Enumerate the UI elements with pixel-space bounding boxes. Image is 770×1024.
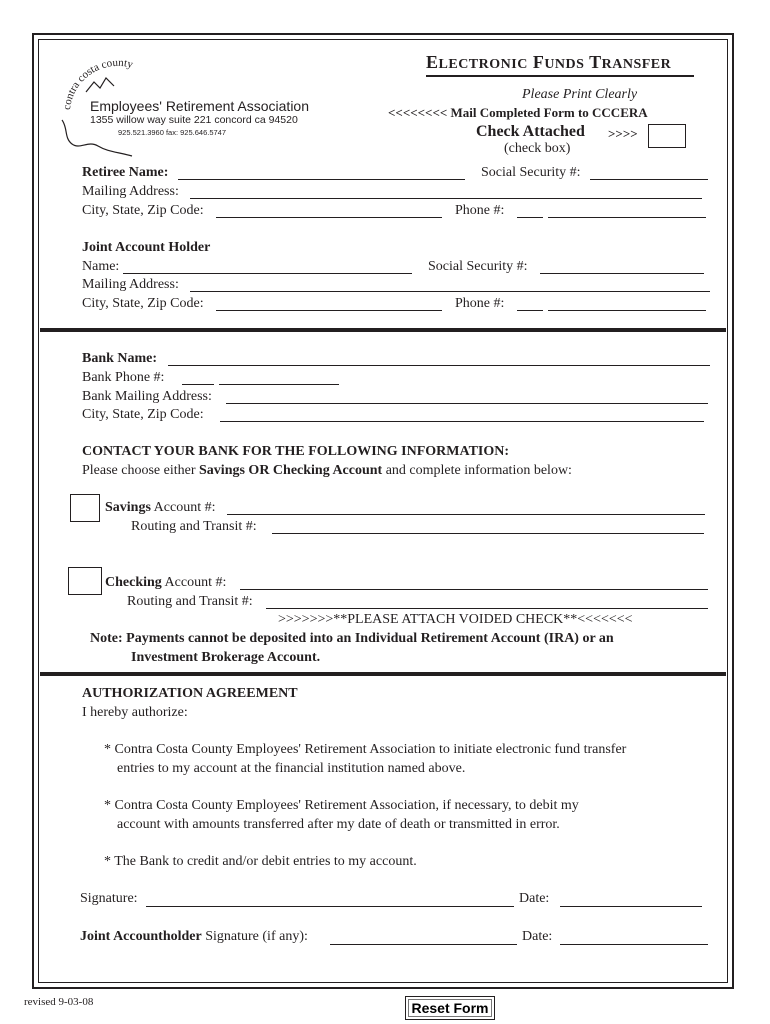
joint-signature-date-field[interactable] <box>560 944 708 945</box>
joint-name-field[interactable] <box>123 273 412 274</box>
joint-mailing-label: Mailing Address: <box>82 277 179 292</box>
check-box-note: (check box) <box>504 141 571 156</box>
joint-phone-label: Phone #: <box>455 296 505 311</box>
savings-routing-label: Routing and Transit #: <box>131 519 257 534</box>
contact-bank-heading: CONTACT YOUR BANK FOR THE FOLLOWING INFORMATION: <box>82 444 510 459</box>
cccera-logo <box>58 48 318 168</box>
retiree-mailing-label: Mailing Address: <box>82 184 179 199</box>
signature-field[interactable] <box>146 906 514 907</box>
joint-ssn-field[interactable] <box>540 273 704 274</box>
savings-account-label: Savings Account #: <box>105 500 216 515</box>
bank-phone-field[interactable] <box>219 384 339 385</box>
joint-name-label: Name: <box>82 259 120 274</box>
authorization-heading: AUTHORIZATION AGREEMENT <box>82 686 298 701</box>
form-title: ELECTRONIC FUNDS TRANSFER <box>426 52 672 72</box>
title-underline <box>426 75 694 77</box>
signature-label: Signature: <box>80 891 138 906</box>
bank-city-label: City, State, Zip Code: <box>82 407 204 422</box>
retiree-city-field[interactable] <box>216 217 442 218</box>
retiree-phone-label: Phone #: <box>455 203 505 218</box>
contact-choose-text: Please choose either Savings OR Checking Account and complete information below: <box>82 463 572 478</box>
logo-address: 1355 willow way suite 221 concord ca 94520 <box>90 114 298 126</box>
joint-ssn-label: Social Security #: <box>428 259 528 274</box>
bank-name-label: Bank Name: <box>82 351 158 366</box>
print-clearly: Please Print Clearly <box>522 87 638 102</box>
joint-heading: Joint Account Holder <box>82 240 211 255</box>
mail-to-text: <<<<<<<< Mail Completed Form to CCCERA <box>388 105 648 120</box>
checking-routing-label: Routing and Transit #: <box>127 594 253 609</box>
signature-date-label: Date: <box>519 891 550 906</box>
bank-phone-label: Bank Phone #: <box>82 370 165 385</box>
voided-check-note: >>>>>>>**PLEASE ATTACH VOIDED CHECK**<<<<<<< <box>278 612 633 627</box>
checking-checkbox[interactable] <box>68 567 102 595</box>
revised-date: revised 9-03-08 <box>24 996 94 1008</box>
retiree-city-label: City, State, Zip Code: <box>82 203 204 218</box>
authorization-item2-line1: * Contra Costa County Employees' Retirement Association, if necessary, to debit my <box>104 798 579 813</box>
authorization-item3: * The Bank to credit and/or debit entries to my account. <box>104 854 417 869</box>
joint-city-label: City, State, Zip Code: <box>82 296 204 311</box>
retiree-phone-area-field[interactable] <box>517 217 543 218</box>
section-divider-2 <box>40 672 726 676</box>
retiree-ssn-field[interactable] <box>590 179 708 180</box>
checking-account-label: Checking Account #: <box>105 575 227 590</box>
bank-name-field[interactable] <box>168 365 710 366</box>
joint-mailing-field[interactable] <box>190 291 710 292</box>
savings-checkbox[interactable] <box>70 494 100 522</box>
authorization-intro: I hereby authorize: <box>82 705 188 720</box>
retiree-name-label: Retiree Name: <box>82 165 169 180</box>
section-divider-1 <box>40 328 726 332</box>
authorization-item2-line2: account with amounts transferred after my date of death or transmitted in error. <box>117 817 560 832</box>
check-attached-label: Check Attached <box>476 123 585 140</box>
bank-phone-area-field[interactable] <box>182 384 214 385</box>
signature-date-field[interactable] <box>560 906 702 907</box>
reset-form-button[interactable] <box>405 996 495 1020</box>
check-attached-checkbox[interactable] <box>648 124 686 148</box>
authorization-item1-line2: entries to my account at the financial institution named above. <box>117 761 466 776</box>
logo-association-name: Employees' Retirement Association <box>90 98 309 114</box>
joint-phone-field[interactable] <box>548 310 706 311</box>
ira-note-line2: Investment Brokerage Account. <box>131 650 321 665</box>
logo-phone-fax: 925.521.3960 fax: 925.646.5747 <box>118 128 227 137</box>
savings-account-field[interactable] <box>227 514 705 515</box>
retiree-mailing-field[interactable] <box>190 198 702 199</box>
logo-arc-text: contra costa county <box>61 56 135 111</box>
savings-routing-field[interactable] <box>272 533 704 534</box>
joint-signature-date-label: Date: <box>522 929 553 944</box>
bank-mailing-label: Bank Mailing Address: <box>82 389 212 404</box>
joint-phone-area-field[interactable] <box>517 310 543 311</box>
authorization-item1-line1: * Contra Costa County Employees' Retirement Association to initiate electronic fund transfer <box>104 742 627 757</box>
check-arrows: >>>> <box>608 126 638 141</box>
joint-signature-field[interactable] <box>330 944 517 945</box>
retiree-phone-field[interactable] <box>548 217 706 218</box>
joint-signature-label: Joint Accountholder Signature (if any): <box>80 929 308 944</box>
bank-mailing-field[interactable] <box>226 403 708 404</box>
joint-city-field[interactable] <box>216 310 442 311</box>
checking-account-field[interactable] <box>240 589 708 590</box>
ira-note-line1: Note: Payments cannot be deposited into an Individual Retirement Account (IRA) or an <box>90 631 614 646</box>
retiree-name-field[interactable] <box>178 179 465 180</box>
checking-routing-field[interactable] <box>266 608 708 609</box>
retiree-ssn-label: Social Security #: <box>481 165 581 180</box>
bank-city-field[interactable] <box>220 421 704 422</box>
reset-form-label: Reset Form <box>411 1000 489 1016</box>
